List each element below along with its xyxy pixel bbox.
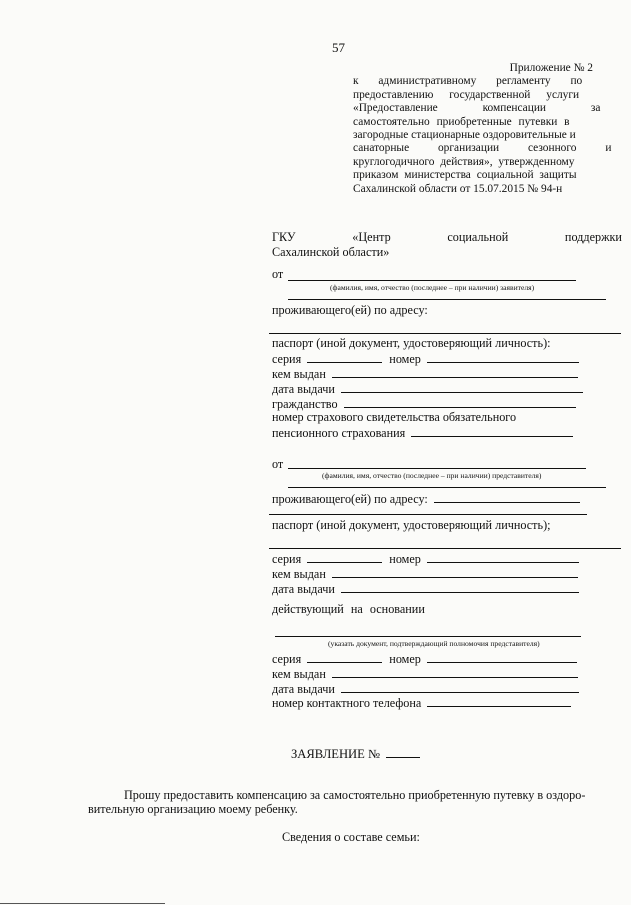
statement-title-row bbox=[291, 746, 420, 762]
appendix-line: к административному регламенту по bbox=[353, 75, 583, 88]
citizenship-field[interactable] bbox=[344, 396, 576, 408]
addressee-word: «Центр bbox=[352, 230, 391, 244]
issue-date-field[interactable] bbox=[341, 581, 579, 593]
representative-series-row-2 bbox=[272, 651, 577, 667]
number-field[interactable] bbox=[427, 651, 577, 663]
number-label: номер bbox=[389, 552, 421, 566]
number-field[interactable] bbox=[427, 351, 579, 363]
representative-issue-date-row bbox=[272, 581, 579, 597]
series-field[interactable] bbox=[307, 551, 382, 563]
issue-date-field[interactable] bbox=[341, 681, 579, 693]
applicant-snils-row bbox=[272, 425, 573, 441]
issued-by-label: кем выдан bbox=[272, 367, 326, 381]
applicant-residing-label: проживающего(ей) по адресу: bbox=[272, 303, 428, 317]
appendix-line: Сахалинской области от 15.07.2015 № 94-н bbox=[353, 182, 563, 195]
issued-by-label: кем выдан bbox=[272, 667, 326, 681]
applicant-address-line[interactable] bbox=[269, 333, 621, 334]
authority-line[interactable] bbox=[275, 636, 581, 637]
applicant-name-caption: (фамилия, имя, отчество (последнее – при наличии) заявителя) bbox=[330, 283, 535, 292]
addressee-word: поддержки bbox=[564, 230, 622, 244]
statement-body-line-1: Прошу предоставить компенсацию за самостоятельно приобретенную путевку в оздоро- bbox=[124, 788, 586, 802]
appendix-title: Приложение № 2 bbox=[509, 62, 593, 74]
representative-name-caption: (фамилия, имя, отчество (последнее – при наличии) представителя) bbox=[322, 471, 542, 480]
residing-field[interactable] bbox=[434, 491, 580, 503]
appendix-line: самостоятельно приобретенные путевки в bbox=[353, 115, 570, 128]
representative-phone-row bbox=[272, 695, 571, 711]
applicant-passport-label: паспорт (иной документ, удостоверяющий личность): bbox=[272, 336, 551, 350]
applicant-issued-by-row bbox=[272, 366, 578, 382]
representative-name-line-2[interactable] bbox=[288, 487, 606, 488]
representative-issued-by-row bbox=[272, 566, 578, 582]
series-field[interactable] bbox=[307, 351, 382, 363]
applicant-series-row bbox=[272, 351, 579, 367]
footer-divider bbox=[0, 903, 165, 904]
representative-issued-by-row-2 bbox=[272, 666, 578, 682]
addressee-word: социальной bbox=[447, 230, 509, 244]
representative-passport-label: паспорт (иной документ, удостоверяющий личность); bbox=[272, 518, 551, 532]
statement-body-line-2: вительную организацию моему ребенку. bbox=[88, 802, 298, 816]
authority-caption: (указать документ, подтверждающий полномочия представителя) bbox=[328, 639, 540, 648]
statement-number-field[interactable] bbox=[386, 746, 420, 758]
appendix-block bbox=[353, 62, 612, 196]
series-label: серия bbox=[272, 652, 302, 666]
number-label: номер bbox=[389, 352, 421, 366]
applicant-name-line[interactable] bbox=[288, 280, 576, 281]
issued-by-field[interactable] bbox=[332, 366, 578, 378]
series-label: серия bbox=[272, 552, 302, 566]
issued-by-field[interactable] bbox=[332, 566, 578, 578]
representative-from-label: от bbox=[272, 457, 284, 471]
appendix-line: санаторные организации сезонного и bbox=[353, 142, 612, 155]
family-heading: Сведения о составе семьи: bbox=[282, 830, 420, 844]
addressee-line-1 bbox=[272, 230, 622, 245]
residing-label: проживающего(ей) по адресу: bbox=[272, 492, 428, 506]
appendix-line: приказом министерства социальной защиты bbox=[353, 169, 577, 182]
appendix-line: «Предоставление компенсации за bbox=[353, 102, 601, 115]
issue-date-label: дата выдачи bbox=[272, 382, 335, 396]
series-label: серия bbox=[272, 352, 302, 366]
issued-by-label: кем выдан bbox=[272, 567, 326, 581]
issued-by-field[interactable] bbox=[332, 666, 578, 678]
addressee-line-2: Сахалинской области» bbox=[272, 245, 390, 259]
representative-acting-label: действующий на основании bbox=[272, 602, 425, 616]
issue-date-field[interactable] bbox=[341, 381, 583, 393]
snils-label-2: пенсионного страхования bbox=[272, 426, 406, 440]
addressee-word: ГКУ bbox=[272, 230, 296, 244]
representative-passport-line[interactable] bbox=[269, 548, 621, 549]
applicant-from-label: от bbox=[272, 267, 284, 281]
phone-label: номер контактного телефона bbox=[272, 696, 422, 710]
representative-residing-row bbox=[272, 491, 580, 507]
series-field[interactable] bbox=[307, 651, 382, 663]
statement-title: ЗАЯВЛЕНИЕ № bbox=[291, 747, 381, 761]
representative-series-row bbox=[272, 551, 579, 567]
applicant-snils-label-1: номер страхового свидетельства обязательного bbox=[272, 410, 517, 424]
applicant-name-line-2[interactable] bbox=[288, 299, 606, 300]
appendix-line: предоставлению государственной услуги bbox=[353, 88, 580, 101]
representative-address-line[interactable] bbox=[269, 514, 587, 515]
applicant-issue-date-row bbox=[272, 381, 583, 397]
appendix-line: загородные стационарные оздоровительные и bbox=[353, 129, 576, 142]
snils-field[interactable] bbox=[411, 425, 573, 437]
number-label: номер bbox=[389, 652, 421, 666]
page-number: 57 bbox=[332, 40, 345, 55]
appendix-line: круглогодичного действия», утвержденному bbox=[353, 155, 575, 168]
number-field[interactable] bbox=[427, 551, 579, 563]
issue-date-label: дата выдачи bbox=[272, 682, 335, 696]
citizenship-label: гражданство bbox=[272, 397, 338, 411]
representative-name-line[interactable] bbox=[288, 468, 586, 469]
phone-field[interactable] bbox=[427, 695, 571, 707]
issue-date-label: дата выдачи bbox=[272, 582, 335, 596]
